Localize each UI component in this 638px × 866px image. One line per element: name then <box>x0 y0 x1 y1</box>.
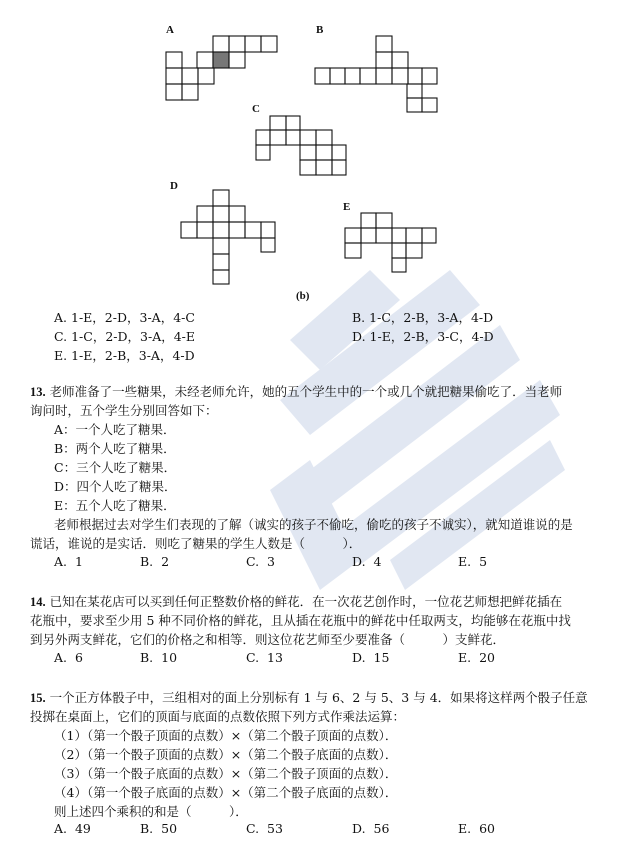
q15-option-d[interactable]: D. 56 <box>352 821 390 836</box>
q13-line-4: 谎话，谁说的是实话．则吃了糖果的学生人数是（ ）． <box>30 536 362 551</box>
shape-label-b: B <box>316 24 324 36</box>
q13-option-d[interactable]: D. 4 <box>352 554 382 569</box>
q14-option-a[interactable]: A. 6 <box>54 650 83 665</box>
q13-line-2: 询问时，五个学生分别回答如下： <box>30 403 218 418</box>
q15-line-2: 投掷在桌面上，它们的顶面与底面的点数依照下列方式作乘法运算： <box>30 709 406 724</box>
q14-line-1: 14. 已知在某花店可以买到任何正整数价格的鲜花．在一次花艺创作时，一位花艺师想把鲜花插在 <box>30 594 563 609</box>
shape-d <box>181 190 275 284</box>
shape-label-e: E <box>343 201 351 213</box>
shape-label-d: D <box>170 180 178 192</box>
q12-option-d[interactable]: D. 1-E，2-B，3-C，4-D <box>352 329 494 344</box>
q15-option-a[interactable]: A. 49 <box>54 821 91 836</box>
q15-option-c[interactable]: C. 53 <box>246 821 283 836</box>
q13-option-b[interactable]: B. 2 <box>140 554 170 569</box>
q12-option-b[interactable]: B. 1-C，2-B，3-A，4-D <box>352 310 494 325</box>
q13-answer-b: B：两个人吃了糖果． <box>54 441 176 456</box>
shape-a <box>166 36 277 100</box>
q13-answer-d: D：四个人吃了糖果． <box>54 479 177 494</box>
q12-option-e[interactable]: E. 1-E，2-B，3-A，4-D <box>54 348 195 363</box>
shape-label-a: A <box>166 24 174 36</box>
q13-answer-e: E：五个人吃了糖果． <box>54 498 176 513</box>
q13-line-1: 13. 老师准备了一些糖果，未经老师允许，她的五个学生中的一个或几个就把糖果偷吃了．当老师 <box>30 384 563 399</box>
q13-answer-a: A：一个人吃了糖果． <box>54 422 176 437</box>
q14-option-c[interactable]: C. 13 <box>246 650 283 665</box>
q14-option-d[interactable]: D. 15 <box>352 650 390 665</box>
q15-item-2: （2）（第一个骰子顶面的点数）×（第二个骰子底面的点数）． <box>54 747 398 762</box>
q14-option-b[interactable]: B. 10 <box>140 650 178 665</box>
q15-option-e[interactable]: E. 60 <box>458 821 495 836</box>
q13-answer-c: C：三个人吃了糖果． <box>54 460 177 475</box>
q15-item-1: （1）（第一个骰子顶面的点数）×（第二个骰子顶面的点数）． <box>54 728 398 743</box>
q14-option-e[interactable]: E. 20 <box>458 650 495 665</box>
shape-b <box>315 36 437 112</box>
q15-item-4: （4）（第一个骰子底面的点数）×（第二个骰子底面的点数）． <box>54 785 398 800</box>
figure-caption: (b) <box>296 290 310 302</box>
shape-e <box>345 213 436 272</box>
shape-label-c: C <box>252 103 260 115</box>
grid-figure <box>0 0 638 320</box>
q15-item-3: （3）（第一个骰子底面的点数）×（第二个骰子顶面的点数）． <box>54 766 398 781</box>
q14-line-3: 到另外两支鲜花，它们的价格之和相等．则这位花艺师至少要准备（ ）支鲜花． <box>30 632 506 647</box>
q15-option-b[interactable]: B. 50 <box>140 821 178 836</box>
q14-line-2: 花瓶中，要求至少用 5 种不同价格的鲜花，且从插在花瓶中的鲜花中任取两支，均能够在花瓶中找 <box>30 613 571 628</box>
q13-option-a[interactable]: A. 1 <box>54 554 83 569</box>
q12-option-a[interactable]: A. 1-E，2-D，3-A，4-C <box>54 310 195 325</box>
q13-line-3: 老师根据过去对学生们表现的了解（诚实的孩子不偷吃，偷吃的孩子不诚实），就知道谁说的是 <box>54 517 573 532</box>
q13-option-c[interactable]: C. 3 <box>246 554 275 569</box>
q15-line-3: 则上述四个乘积的和是（ ）． <box>54 804 248 819</box>
shape-c <box>256 116 346 175</box>
q15-line-1: 15. 一个正方体骰子中，三组相对的面上分别标有 1 与 6、2 与 5、3 与 4．如果将这样两个骰子任意 <box>30 690 588 705</box>
q12-option-c[interactable]: C. 1-C，2-D，3-A，4-E <box>54 329 196 344</box>
q13-option-e[interactable]: E. 5 <box>458 554 488 569</box>
